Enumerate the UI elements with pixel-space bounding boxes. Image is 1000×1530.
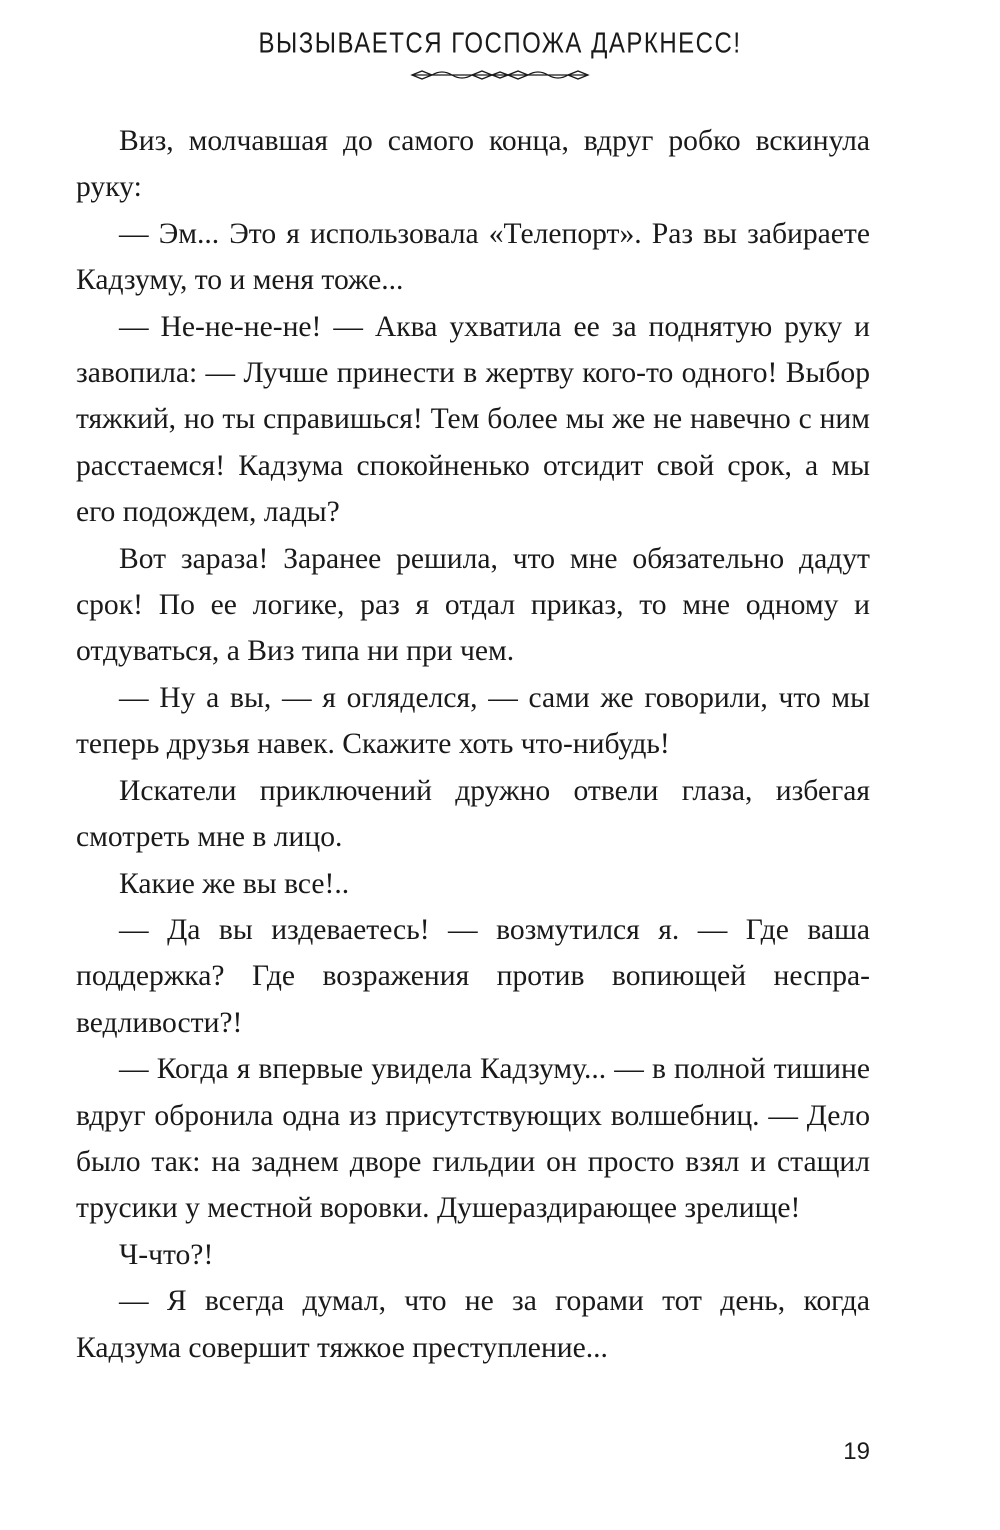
paragraph: — Да вы издеваетесь! — возмутился я. — Где ваша поддержка? Где возражения против вопиющей несправедливости?!	[76, 913, 870, 1039]
running-header	[0, 27, 1000, 82]
paragraph: — Эм... Это я использовала «Телепорт». Раз вы забираете Кадзуму, то и меня тоже...	[76, 217, 870, 297]
paragraph: Вот зараза! Заранее решила, что мне обязательно дадут срок! По ее логике, раз я отдал приказ, то мне одному и отдуваться, а Виз типа ни при чем.	[76, 542, 870, 668]
header-ornament-icon	[410, 68, 590, 82]
paragraph: — Когда я впервые увидела Кадзуму... — в полной тишине вдруг обронила одна из присутствующих волшебниц. — Дело было так: на заднем дворе гильдии он просто взял и стащил трусики у местной воровки. Душераздирающее зрелище!	[76, 1053, 870, 1225]
paragraph: — Не-не-не-не! — Аква ухватила ее за поднятую руку и завопила: — Лучше принести в жертву кого-то одного! Выбор тяжкий, но ты справишься! Тем более мы же не навечно с ним расстаемся! Кадзума спокойненько отсидит свой срок, а мы его подождем, лады?	[76, 310, 870, 529]
paragraph: Какие же вы все!..	[119, 867, 350, 900]
paragraph: — Я всегда думал, что не за горами тот день, когда Кадзума совершит тяжкое преступление...	[76, 1285, 870, 1364]
paragraph: — Ну а вы, — я огляделся, — сами же говорили, что мы теперь друзья навек. Скажите хоть что-нибудь!	[76, 681, 870, 761]
book-text	[76, 118, 870, 1371]
page-number: 19	[843, 1438, 870, 1465]
running-header-title: ВЫЗЫВАЕТСЯ ГОСПОЖА ДАРКНЕСС!	[258, 27, 742, 60]
paragraph: Искатели приключений дружно отвели глаза, избегая смотреть мне в лицо.	[76, 774, 870, 854]
paragraph: Ч-что?!	[119, 1238, 214, 1271]
paragraph: Виз, молчавшая до самого конца, вдруг робко вскинула руку:	[76, 125, 870, 204]
